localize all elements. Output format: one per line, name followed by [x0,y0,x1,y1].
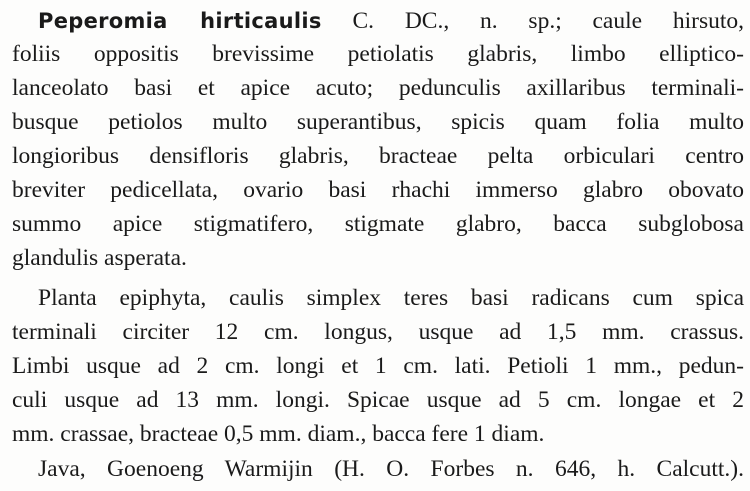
diagnosis-line: lanceolato basi et apice acuto; pedunculis axillaribus terminali- [12,75,744,101]
diagnosis-first-line-rest: C. DC., n. sp.; caule hirsuto, [352,8,745,34]
description-line: mm. crassae, bracteae 0,5 mm. diam., bacca fere 1 diam. [12,421,545,447]
diagnosis-line: glandulis asperata. [12,245,187,271]
description-line: Limbi usque ad 2 cm. longi et 1 cm. lati. Petioli 1 mm., pedun- [12,353,744,379]
diagnosis-line: busque petiolos multo superantibus, spicis quam folia multo [12,109,744,135]
diagnosis-line: summo apice stigmatifero, stigmate glabro, bacca subglobosa [12,211,744,237]
diagnosis-first-line [38,4,744,38]
species-name: Peperomia hirticaulis [38,9,322,33]
diagnosis-line: breviter pedicellata, ovario basi rhachi immerso glabro obovato [12,177,744,203]
description-line: terminali circiter 12 cm. longus, usque ad 1,5 mm. crassus. [12,319,744,345]
description-line: Planta epiphyta, caulis simplex teres basi radicans cum spica [38,285,744,311]
diagnosis-line: foliis oppositis brevissime petiolatis glabris, limbo elliptico- [12,41,744,67]
diagnosis-line: longioribus densifloris glabris, bracteae pelta orbiculari centro [12,143,744,169]
locality-line: Java, Goenoeng Warmijin (H. O. Forbes n. 646, h. Calcutt.). [38,456,744,482]
description-line: culi usque ad 13 mm. longi. Spicae usque ad 5 cm. longae et 2 [12,387,744,413]
